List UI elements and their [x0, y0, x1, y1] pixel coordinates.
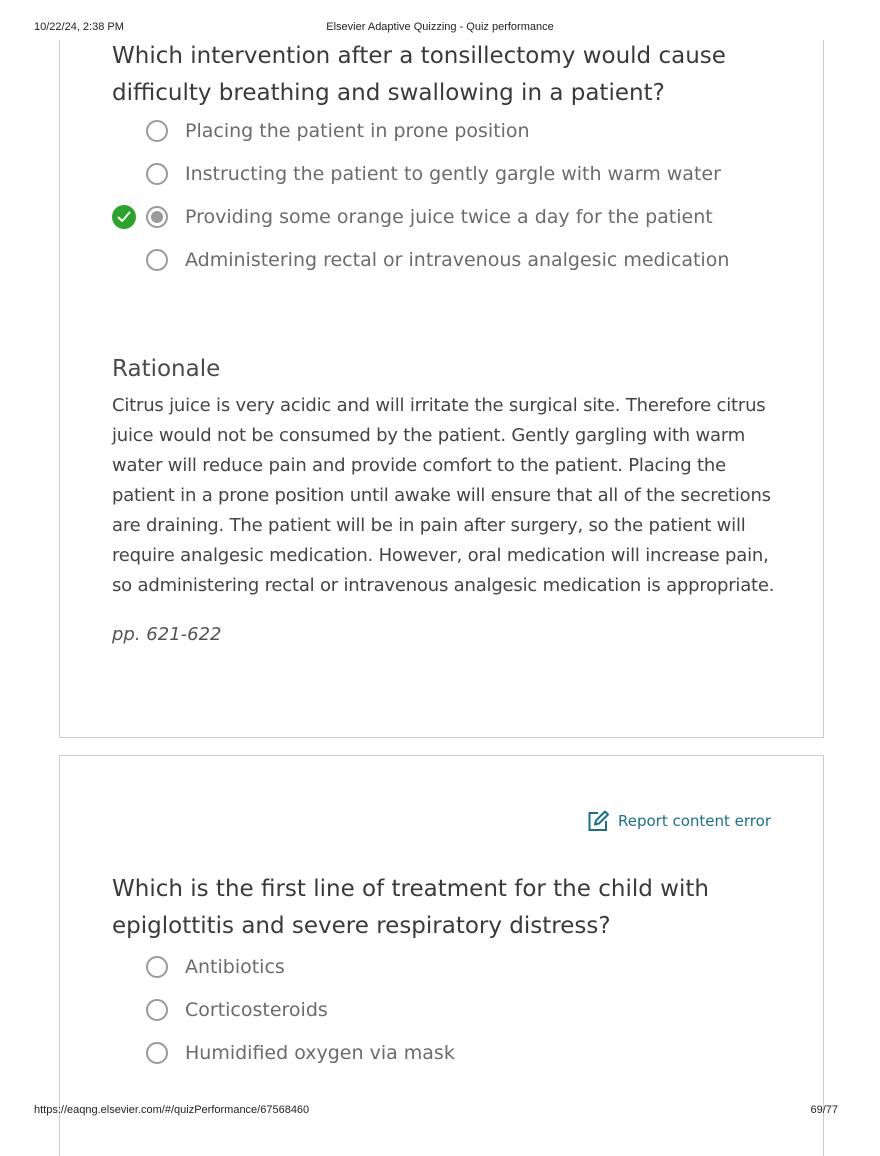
page-reference: pp. 621-622 [112, 624, 222, 645]
correct-check-icon [112, 205, 136, 229]
rationale-text: Citrus juice is very acidic and will irritate the surgical site. Therefore citrus juice would not be consumed by the patient. Gently gargling with warm water will reduce pain and provide comfort to the patient. Placing the patient in a prone position until awake will ensure that all of the secretions are draining. The patient will be in pain after surgery, so the patient will require analgesic medication. However, oral medication will increase pain, so administering rectal or intravenous analgesic medication is appropriate. [112, 395, 775, 596]
print-page-title: Elsevier Adaptive Quizzing - Quiz performance [326, 21, 554, 33]
radio-button[interactable] [146, 249, 168, 271]
report-content-error-label: Report content error [617, 812, 771, 830]
rationale-heading: Rationale [112, 356, 221, 382]
radio-button[interactable] [146, 120, 168, 142]
print-footer [0, 1104, 880, 1118]
print-datetime: 10/22/24, 2:38 PM [34, 21, 124, 33]
answer-option-label: Corticosteroids [185, 999, 328, 1021]
radio-button[interactable] [146, 163, 168, 185]
answer-option-label: Instructing the patient to gently gargle with warm water [185, 163, 721, 185]
print-url: https://eaqng.elsevier.com/#/quizPerformance/67568460 [34, 1104, 310, 1116]
question-card-2 [59, 755, 824, 1156]
answer-option-label: Administering rectal or intravenous analgesic medication [185, 249, 730, 271]
radio-button[interactable] [146, 999, 168, 1021]
answer-option-label: Humidified oxygen via mask [185, 1042, 455, 1064]
edit-icon [586, 809, 610, 833]
radio-button[interactable] [146, 1042, 168, 1064]
question-card-1 [59, 40, 824, 738]
answer-option-label: Providing some orange juice twice a day for the patient [185, 206, 713, 228]
question-text: Which is the first line of treatment for the child with epiglottitis and severe respiratory distress? [112, 876, 709, 939]
print-page-number: 69/77 [810, 1104, 838, 1116]
question-text: Which intervention after a tonsillectomy would cause difficulty breathing and swallowing in a patient? [112, 43, 726, 106]
answer-option-label: Placing the patient in prone position [185, 120, 530, 142]
report-content-error-link[interactable] [586, 807, 771, 835]
radio-button-selected[interactable] [146, 206, 168, 228]
radio-button[interactable] [146, 956, 168, 978]
print-header [0, 21, 880, 35]
answer-option-label: Antibiotics [185, 956, 285, 978]
